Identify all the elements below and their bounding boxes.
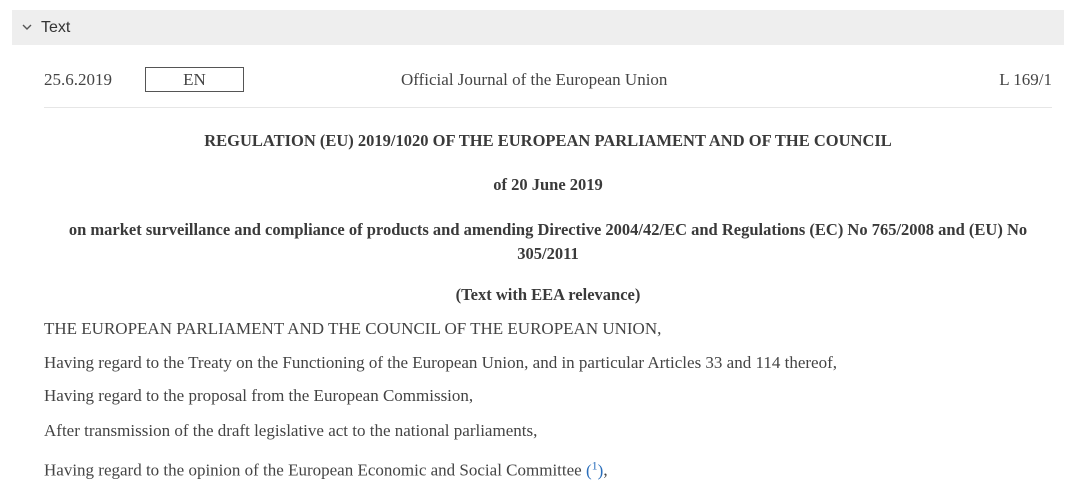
footnote-close: ) (597, 460, 604, 480)
footnote-number: 1 (591, 458, 598, 472)
regulation-subject: on market surveillance and compliance of products and amending Directive 2004/42/EC and Regulations (EC) No 765/2008 and (EU) No 305/2011 (68, 220, 1028, 263)
footnote-open: ( (585, 460, 592, 480)
regulation-title: REGULATION (EU) 2019/1020 OF THE EUROPEAN PARLIAMENT AND OF THE COUNCIL (204, 131, 892, 150)
regulation-date: of 20 June 2019 (493, 175, 603, 194)
chevron-down-icon[interactable] (19, 20, 35, 36)
citation-esc-text: Having regard to the opinion of the European Economic and Social Committee (44, 460, 586, 480)
publication-date: 25.6.2019 (44, 70, 112, 89)
language-badge: EN (145, 67, 244, 92)
citation-esc-opinion (44, 458, 608, 481)
citation-treaty: Having regard to the Treaty on the Functioning of the European Union, and in particular Articles 33 and 114 thereof, (44, 353, 837, 372)
document-content (44, 45, 1052, 480)
text-section-toggle[interactable] (12, 10, 1064, 45)
citation-transmission: After transmission of the draft legislative act to the national parliaments, (44, 421, 538, 440)
preamble-line: THE EUROPEAN PARLIAMENT AND THE COUNCIL OF THE EUROPEAN UNION, (44, 319, 662, 338)
footnote-link[interactable] (585, 458, 604, 480)
journal-header (44, 45, 1052, 108)
section-title: Text (41, 18, 71, 36)
eea-relevance: (Text with EEA relevance) (455, 285, 641, 304)
citation-esc-end: , (603, 460, 608, 480)
citation-proposal: Having regard to the proposal from the European Commission, (44, 386, 474, 405)
journal-reference: L 169/1 (999, 70, 1052, 89)
journal-name: Official Journal of the European Union (401, 70, 668, 89)
